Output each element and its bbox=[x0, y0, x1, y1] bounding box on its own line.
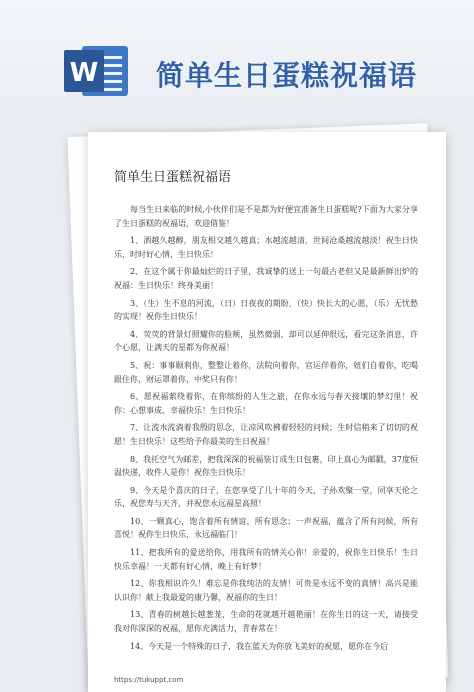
paragraph: 1、酒越久越醇，朋友相交越久越真；水越流越清，世间沧桑越流越淡！祝生日快乐，时时好心情，生日快乐！ bbox=[114, 236, 418, 259]
paragraph: 9、今天是个喜庆的日子，在您享受了几十年的今天，子孙欢聚一堂，同享天伦之乐，祝您寿与天齐，并祝您永远福星高照！ bbox=[114, 485, 418, 509]
document-title: 简单生日蛋糕祝福语 bbox=[114, 170, 232, 185]
word-doc-icon bbox=[64, 42, 130, 100]
paragraph: 8、我托空气为邮差，把我深深的祝福装订成生日包裹，印上真心为邮戳，37度恒温快递，收件人是你！祝你生日快乐！ bbox=[114, 454, 418, 478]
paragraph: 13、青春的树越长越葱茏，生命的花就越开越艳丽！在你生日的这一天，请接受我对你深深的祝福，愿你充满活力，青春常在！ bbox=[114, 610, 418, 634]
paragraph: 10、一颗真心，饱含着所有情谊，所有思念；一声祝福，蕴含了所有问候，所有喜悦！祝你生日快乐，永远福临门！ bbox=[114, 516, 418, 540]
paragraph: 6、愿祝福萦绕着你，在你缤纷的人生之旅，在你永远与春天接壤的梦幻里！祝你：心想事成、幸福快乐！生日快乐！ bbox=[114, 392, 418, 415]
document-page bbox=[88, 132, 446, 692]
paragraph: 3、（生）生不息的河流，（日）日夜夜的期盼，（快）快长大的心愿，（乐）无忧愁的实现！祝你生日快乐！ bbox=[114, 298, 418, 322]
paragraph: 12、你我相识许久！难忘是你我纯洁的友情！可贵是永远不变的真情！高兴是能认识你！献上我最爱的康乃馨，祝福你的生日！ bbox=[114, 579, 418, 602]
paragraph: 5、祝：事事顺利你，整整让着你，法院向着你，官运伴着你，妞们自着你，吃喝跟住你，财运罩着你，中奖只有你！ bbox=[114, 360, 418, 384]
paragraph: 4、荧荧的背景灯照耀你的脸颊，虽然微弱，却可以延伸很远，看完这条消息，许个心愿，让满天的星都为你祝福！ bbox=[114, 329, 418, 353]
paragraph: 7、让流水流淌着我殷的思念，让凉风吹拂着轻轻的问候；生时信稍来了切切的祝愿！生日快乐！这些给予你最美的生日祝福！ bbox=[114, 423, 418, 446]
paragraph: 2、在这个属于你最灿烂的日子里，我诚挚的送上一句最古老但又是最新鲜出炉的祝福：生日快乐！终身美丽！ bbox=[114, 267, 418, 290]
paragraph: 每当生日来临的时候,小伙伴们是不是都为好便宜准备生日蛋糕呢?下面为大家分享了生日蛋糕的祝福语，欢迎借鉴！ bbox=[114, 205, 418, 228]
paragraph: 11、把我所有的爱送给你，用我所有的情关心你！亲爱的，祝你生日快乐！生日快乐幸福！一天都有好心情，晚上有好梦！ bbox=[114, 548, 418, 571]
paragraph: 14、今天是一个特殊的日子，我在蓝天为你放飞美好的祝愿，愿你在今后 bbox=[130, 641, 389, 651]
footer-url: https://tukuppt.com bbox=[114, 676, 184, 684]
word-logo-letter: W bbox=[69, 58, 99, 88]
banner-title: 简单生日蛋糕祝福语 bbox=[156, 59, 418, 92]
header-banner bbox=[0, 0, 474, 120]
